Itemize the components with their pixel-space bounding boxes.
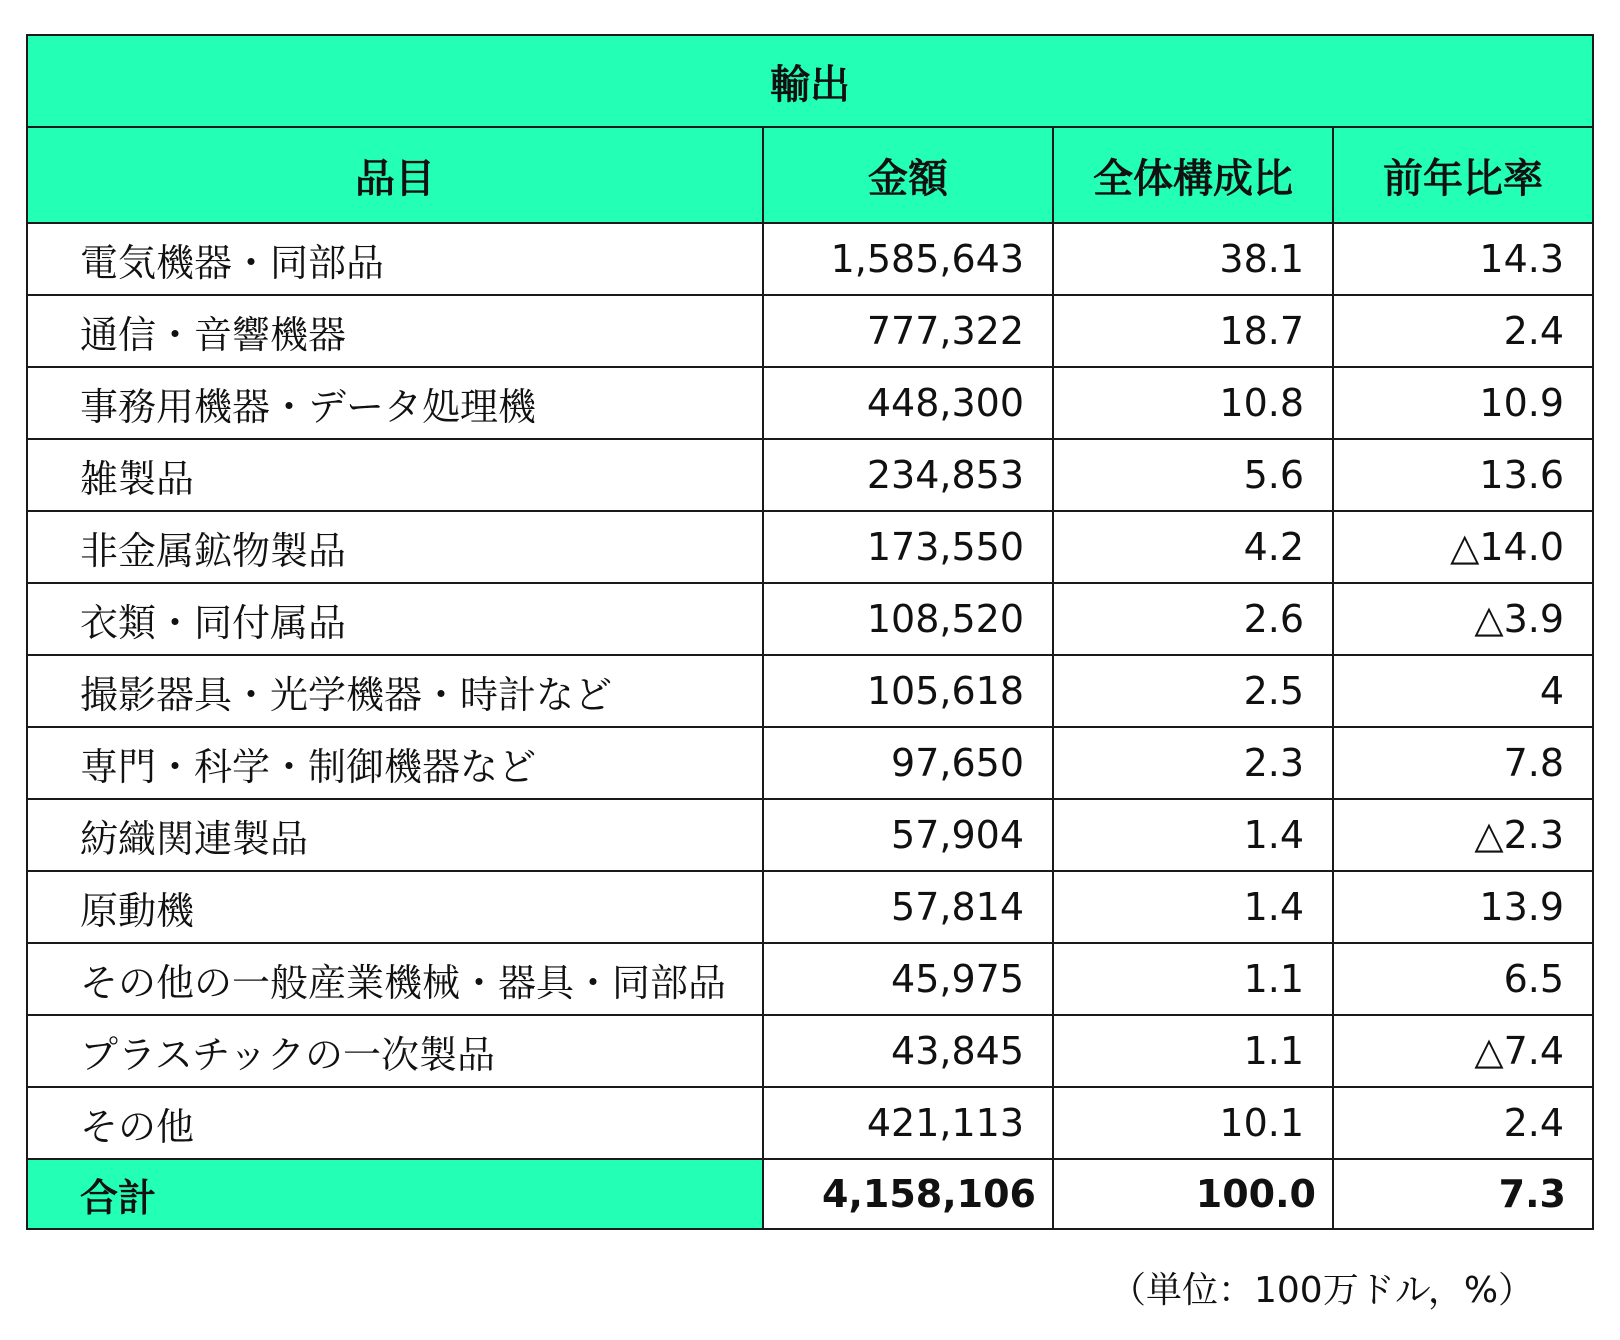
row-share: 1.1 <box>1053 1015 1333 1087</box>
row-share: 10.8 <box>1053 367 1333 439</box>
table-row <box>27 439 1593 511</box>
row-item: 撮影器具・光学機器・時計など <box>27 655 763 727</box>
total-share: 100.0 <box>1053 1159 1333 1229</box>
row-growth: △3.9 <box>1333 583 1593 655</box>
row-item: その他の一般産業機械・器具・同部品 <box>27 943 763 1015</box>
row-amount: 97,650 <box>763 727 1053 799</box>
export-table <box>26 34 1594 1230</box>
export-table-container <box>26 34 1592 1230</box>
table-row <box>27 871 1593 943</box>
row-share: 2.6 <box>1053 583 1333 655</box>
row-share: 5.6 <box>1053 439 1333 511</box>
row-growth: 4 <box>1333 655 1593 727</box>
row-amount: 45,975 <box>763 943 1053 1015</box>
row-item: 電気機器・同部品 <box>27 223 763 295</box>
header-amount: 金額 <box>763 127 1053 223</box>
row-amount: 1,585,643 <box>763 223 1053 295</box>
row-amount: 105,618 <box>763 655 1053 727</box>
row-item: 非金属鉱物製品 <box>27 511 763 583</box>
row-growth: 14.3 <box>1333 223 1593 295</box>
table-row <box>27 799 1593 871</box>
unit-note: （単位：100万ドル，%） <box>1110 1270 1535 1311</box>
row-item: 衣類・同付属品 <box>27 583 763 655</box>
table-row <box>27 223 1593 295</box>
row-growth: 10.9 <box>1333 367 1593 439</box>
table-row <box>27 655 1593 727</box>
table-title: 輸出 <box>27 35 1593 127</box>
row-item: 原動機 <box>27 871 763 943</box>
row-growth: 2.4 <box>1333 1087 1593 1159</box>
header-share: 全体構成比 <box>1053 127 1333 223</box>
row-growth: △2.3 <box>1333 799 1593 871</box>
row-growth: 2.4 <box>1333 295 1593 367</box>
header-growth: 前年比率 <box>1333 127 1593 223</box>
row-growth: 7.8 <box>1333 727 1593 799</box>
row-share: 2.5 <box>1053 655 1333 727</box>
row-growth: 13.6 <box>1333 439 1593 511</box>
row-share: 1.1 <box>1053 943 1333 1015</box>
row-share: 18.7 <box>1053 295 1333 367</box>
row-growth: 6.5 <box>1333 943 1593 1015</box>
table-row <box>27 295 1593 367</box>
header-item: 品目 <box>27 127 763 223</box>
row-share: 2.3 <box>1053 727 1333 799</box>
total-label: 合計 <box>27 1159 763 1229</box>
row-growth: △7.4 <box>1333 1015 1593 1087</box>
table-title-row <box>27 35 1593 127</box>
row-amount: 57,904 <box>763 799 1053 871</box>
table-row <box>27 1087 1593 1159</box>
table-row <box>27 583 1593 655</box>
row-item: プラスチックの一次製品 <box>27 1015 763 1087</box>
total-growth: 7.3 <box>1333 1159 1593 1229</box>
total-row <box>27 1159 1593 1229</box>
row-growth: △14.0 <box>1333 511 1593 583</box>
row-amount: 777,322 <box>763 295 1053 367</box>
column-header-row <box>27 127 1593 223</box>
row-item: 事務用機器・データ処理機 <box>27 367 763 439</box>
row-item: その他 <box>27 1087 763 1159</box>
row-share: 1.4 <box>1053 871 1333 943</box>
row-item: 雑製品 <box>27 439 763 511</box>
row-share: 4.2 <box>1053 511 1333 583</box>
row-share: 1.4 <box>1053 799 1333 871</box>
row-share: 38.1 <box>1053 223 1333 295</box>
row-amount: 234,853 <box>763 439 1053 511</box>
total-amount: 4,158,106 <box>763 1159 1053 1229</box>
row-growth: 13.9 <box>1333 871 1593 943</box>
table-row <box>27 367 1593 439</box>
table-row <box>27 511 1593 583</box>
row-amount: 108,520 <box>763 583 1053 655</box>
row-amount: 421,113 <box>763 1087 1053 1159</box>
row-amount: 57,814 <box>763 871 1053 943</box>
table-row <box>27 943 1593 1015</box>
row-item: 通信・音響機器 <box>27 295 763 367</box>
table-row <box>27 1015 1593 1087</box>
row-amount: 448,300 <box>763 367 1053 439</box>
row-amount: 43,845 <box>763 1015 1053 1087</box>
table-row <box>27 727 1593 799</box>
row-item: 紡織関連製品 <box>27 799 763 871</box>
row-item: 専門・科学・制御機器など <box>27 727 763 799</box>
row-amount: 173,550 <box>763 511 1053 583</box>
row-share: 10.1 <box>1053 1087 1333 1159</box>
